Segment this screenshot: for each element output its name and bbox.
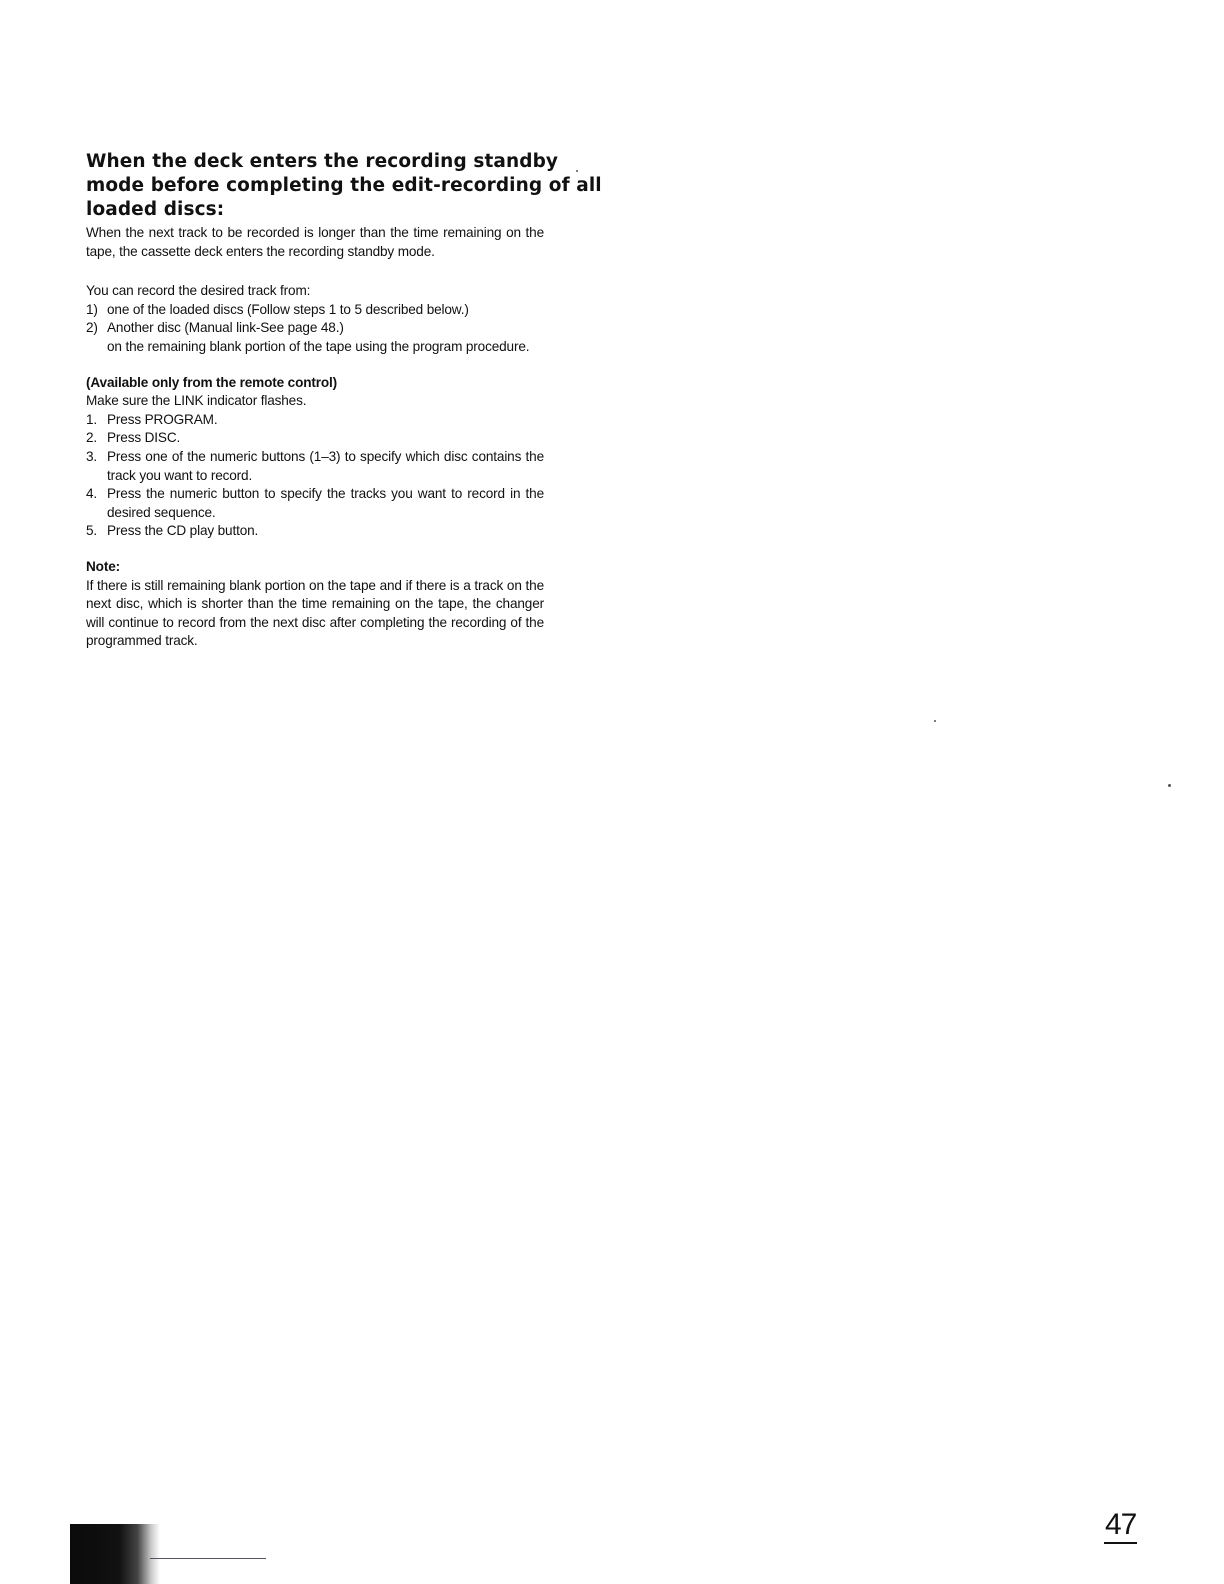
intro-paragraph: When the next track to be recorded is longer than the time remaining on the tape, the cassette deck enters the recording standby mode. bbox=[86, 225, 544, 259]
step-text: Press DISC. bbox=[107, 430, 181, 446]
note-label: Note: bbox=[86, 558, 120, 574]
record-from-text: You can record the desired track from: bbox=[86, 283, 311, 299]
step-item bbox=[86, 522, 544, 541]
scan-speck bbox=[934, 720, 936, 722]
scan-speck bbox=[1168, 784, 1171, 787]
step-item bbox=[86, 485, 544, 522]
step-text: Press the CD play button. bbox=[107, 523, 259, 539]
option-text: Another disc (Manual link-See page 48.) bbox=[107, 320, 344, 336]
section-heading-line: loaded discs: bbox=[86, 199, 225, 220]
step-text: Press one of the numeric buttons (1–3) to specify which disc contains the track you want to record. bbox=[107, 448, 544, 483]
option-number: 2) bbox=[86, 320, 98, 336]
section-heading-line: mode before completing the edit-recording of all bbox=[86, 175, 602, 196]
step-number: 3. bbox=[86, 448, 98, 464]
step-number: 5. bbox=[86, 523, 98, 539]
step-number: 2. bbox=[86, 430, 98, 446]
manual-page-content bbox=[86, 150, 602, 651]
step-number: 1. bbox=[86, 411, 98, 427]
option-item bbox=[86, 319, 544, 338]
section-heading bbox=[86, 150, 602, 222]
step-item bbox=[86, 448, 544, 485]
step-text: Press the numeric button to specify the tracks you want to record in the desired sequence. bbox=[107, 486, 544, 520]
scan-speck bbox=[576, 170, 578, 172]
section-heading-line: When the deck enters the recording standby bbox=[86, 151, 559, 172]
page-number: 47 bbox=[1104, 1508, 1137, 1544]
scan-line-artifact bbox=[150, 1558, 266, 1559]
step-item bbox=[86, 429, 544, 448]
option-item bbox=[86, 301, 544, 320]
link-instruction: Make sure the LINK indicator flashes. bbox=[86, 393, 307, 409]
step-number: 4. bbox=[86, 486, 98, 502]
note-text: If there is still remaining blank portion on the tape and if there is a track on the next disc, which is shorter than the time remaining on the tape, the changer will continue to record from the next disc after completing the recording of the programmed track. bbox=[86, 577, 544, 649]
option-continuation: on the remaining blank portion of the tape using the program procedure. bbox=[107, 338, 530, 354]
remote-only-subhead: (Available only from the remote control) bbox=[86, 374, 338, 390]
scan-edge-artifact bbox=[70, 1524, 160, 1584]
step-item bbox=[86, 411, 544, 430]
option-number: 1) bbox=[86, 301, 98, 317]
option-text: one of the loaded discs (Follow steps 1 to 5 described below.) bbox=[107, 301, 469, 317]
step-text: Press PROGRAM. bbox=[107, 411, 218, 427]
